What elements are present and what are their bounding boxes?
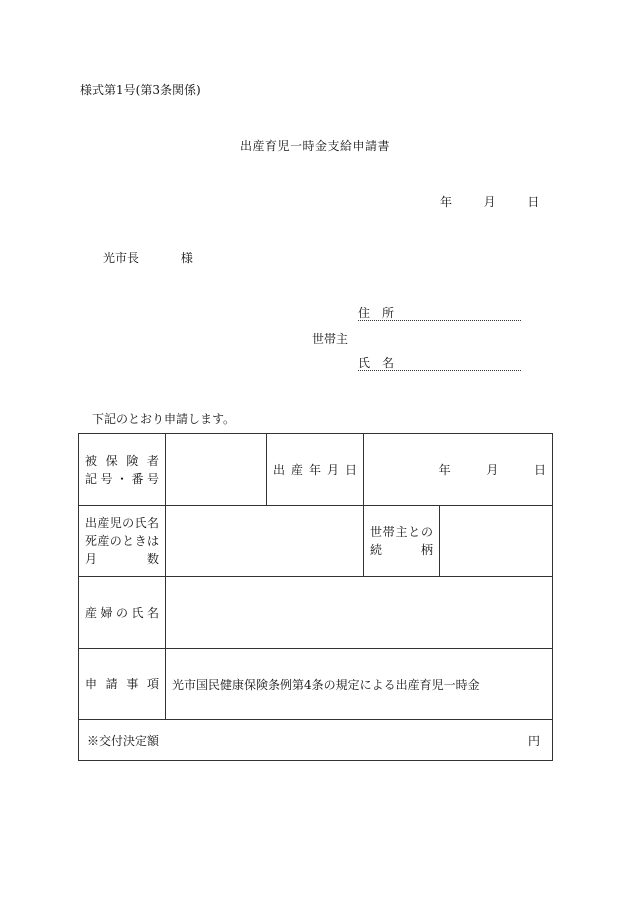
request-value: 光市国民健康保険条例第4条の規定による出産育児一時金 [166,649,553,720]
child-name-input[interactable] [166,506,364,577]
table-row-amount [79,720,553,761]
insured-label-line-1: 被 保 険 者 [85,453,159,468]
table-row-mother [79,577,553,649]
insured-label [79,434,166,506]
honorific: 様 [180,251,193,265]
relation-input[interactable] [440,506,553,577]
birth-year-label: 年 [438,463,451,477]
addressee [103,249,193,266]
insured-label-line-2: 記 号 ・ 番 号 [85,471,159,486]
intro-text: 下記のとおり申請します。 [92,412,236,426]
relation-label: 世 帯 主 と の 続 柄 [364,506,440,577]
name-field[interactable] [358,354,521,371]
application-date [440,193,539,210]
name-label: 氏 名 [358,356,395,370]
request-label: 申 請 事 項 [79,649,166,720]
birth-month-label: 月 [486,463,499,477]
date-year-label: 年 [440,195,453,209]
form-number: 様式第1号(第3条関係) [80,83,201,97]
mother-name-input[interactable] [166,577,553,649]
address-field[interactable] [358,304,521,321]
amount-cell [79,720,553,761]
amount-label: ※交付決定額 [87,733,160,748]
insured-number-input[interactable] [166,434,267,506]
date-month-label: 月 [483,195,496,209]
table-row-insured [79,434,553,506]
address-label: 住 所 [358,306,395,320]
document-title: 出産育児一時金支給申請書 [239,139,390,153]
addressee-name: 光市長 [103,251,140,265]
table-row-child [79,506,553,577]
birth-date-input[interactable] [364,434,553,506]
application-table [78,433,553,761]
birth-day-label: 日 [534,463,547,477]
birth-date-label: 出 産 年 月 日 [267,434,364,506]
mother-label: 産 婦 の 氏 名 [79,577,166,649]
date-day-label: 日 [527,195,540,209]
child-label: 出 産 児 の 氏 名 死 産 の と き は 月 数 [79,506,166,577]
table-row-request [79,649,553,720]
household-head-label: 世帯主 [312,332,349,346]
amount-unit: 円 [528,733,541,748]
